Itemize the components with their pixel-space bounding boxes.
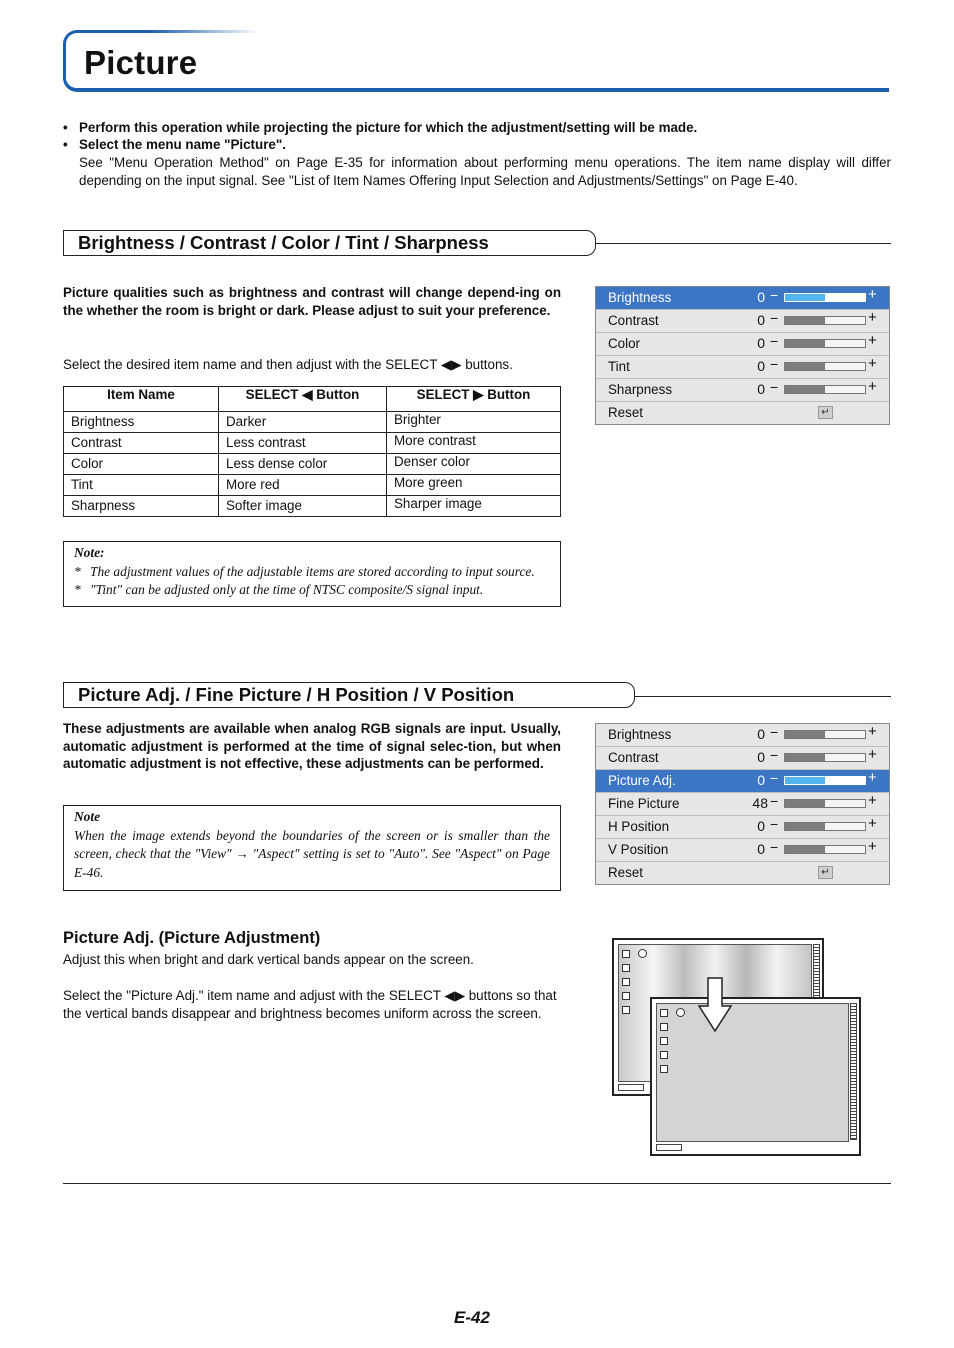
document-icon	[660, 1037, 668, 1045]
menu-row-label: Brightness	[608, 727, 672, 742]
section1-lead: Picture qualities such as brightness and contrast will change depend-ing on the whether the room is bright or dark. Please adjust to suit your preference.	[63, 285, 561, 318]
plus-sign: +	[868, 355, 877, 372]
menu-row-label: Fine Picture	[608, 796, 680, 811]
document-icon	[622, 978, 630, 986]
level-fill	[785, 363, 825, 370]
table-row	[64, 475, 561, 496]
table-cell: Sharpness	[64, 496, 219, 517]
level-bar[interactable]	[784, 822, 866, 831]
intro-bullet-2	[63, 136, 909, 154]
table-cell: Darker	[219, 412, 387, 433]
table-header-row	[64, 387, 561, 412]
level-bar[interactable]	[784, 776, 866, 785]
window-icon	[660, 1009, 668, 1017]
minus-sign: −	[770, 379, 779, 395]
plus-sign: +	[868, 332, 877, 349]
menu-row-label: Reset	[608, 865, 643, 880]
enter-icon[interactable]: ↵	[818, 866, 833, 879]
minus-sign: −	[770, 839, 779, 855]
menu-row-value: 0	[757, 749, 765, 765]
menu-row-value: 0	[757, 289, 765, 305]
menu-row-brightness[interactable]	[596, 724, 889, 747]
section-heading-2: Picture Adj. / Fine Picture / H Position / V Position	[63, 682, 635, 708]
table-cell: Less contrast	[219, 433, 387, 454]
circle-icon	[638, 949, 647, 958]
note-title: Note	[74, 809, 101, 824]
level-fill	[785, 386, 825, 393]
level-fill	[785, 823, 825, 830]
menu-row-reset[interactable]	[596, 862, 889, 885]
plus-sign: +	[868, 286, 877, 303]
window-icon	[622, 950, 630, 958]
minus-sign: −	[770, 793, 779, 809]
section-heading-1: Brightness / Contrast / Color / Tint / Sharpness	[63, 230, 596, 256]
menu-row-contrast[interactable]	[596, 310, 889, 333]
menu-row-label: H Position	[608, 819, 670, 834]
level-bar[interactable]	[784, 316, 866, 325]
table-cell: Color	[64, 454, 219, 475]
menu-row-picture-adj[interactable]	[596, 770, 889, 793]
table-cell: Contrast	[64, 433, 219, 454]
table-cell: Brighter	[387, 412, 561, 433]
level-bar[interactable]	[784, 753, 866, 762]
uniform-screen	[656, 1003, 849, 1142]
minus-sign: −	[770, 287, 779, 303]
menu-row-value: 0	[757, 381, 765, 397]
menu-row-contrast[interactable]	[596, 747, 889, 770]
minus-sign: −	[770, 356, 779, 372]
level-fill	[785, 846, 825, 853]
down-arrow-icon	[698, 976, 734, 1034]
plus-sign: +	[868, 769, 877, 786]
table-row	[64, 454, 561, 475]
note-item: * "Tint" can be adjusted only at the time of NTSC composite/S signal input.	[74, 582, 484, 597]
intro-bullet-1	[63, 119, 909, 137]
section-rule-2	[635, 696, 891, 697]
trash-icon	[660, 1065, 668, 1073]
menu-row-label: Tint	[608, 359, 630, 374]
plus-sign: +	[868, 378, 877, 395]
note-item-text: The adjustment values of the adjustable items are stored according to input source.	[90, 563, 535, 579]
table-header: SELECT ▶ Button	[387, 387, 561, 412]
menu-row-tint[interactable]	[596, 356, 889, 379]
picture-menu-2	[595, 723, 890, 885]
footer-rule	[63, 1183, 891, 1184]
menu-row-value: 0	[757, 772, 765, 788]
menu-row-label: Reset	[608, 405, 643, 420]
level-fill	[785, 754, 825, 761]
menu-row-value: 0	[757, 841, 765, 857]
table-row	[64, 412, 561, 433]
title-accent	[150, 30, 260, 33]
subsection-title: Picture Adj. (Picture Adjustment)	[63, 929, 321, 947]
copy-icon	[622, 992, 630, 1000]
plus-sign: +	[868, 746, 877, 763]
table-cell: More contrast	[387, 433, 561, 454]
table-cell: Brightness	[64, 412, 219, 433]
table-row	[64, 433, 561, 454]
picture-menu-1	[595, 286, 890, 425]
menu-row-label: Contrast	[608, 750, 659, 765]
level-fill	[785, 340, 825, 347]
menu-row-value: 0	[757, 335, 765, 351]
minus-sign: −	[770, 770, 779, 786]
level-fill	[785, 777, 825, 784]
table-row	[64, 496, 561, 517]
menu-row-v-position[interactable]	[596, 839, 889, 862]
scrollbar-vertical	[850, 1003, 857, 1140]
enter-icon[interactable]: ↵	[818, 406, 833, 419]
menu-row-value: 48	[752, 795, 768, 811]
menu-row-color[interactable]	[596, 333, 889, 356]
plus-sign: +	[868, 309, 877, 326]
note-box-2	[63, 805, 561, 891]
minus-sign: −	[770, 816, 779, 832]
table-cell: Denser color	[387, 454, 561, 475]
note-item-text: "Tint" can be adjusted only at the time of NTSC composite/S signal input.	[90, 582, 484, 597]
trash-icon	[622, 1006, 630, 1014]
table-cell: Softer image	[219, 496, 387, 517]
intro-detail: See "Menu Operation Method" on Page E-35 for information about performing menu operations. The item name display will differ depending on the input signal. See "List of Item Names Offering Input Selection and Adjustments/Settings" on Page E-40.	[79, 155, 891, 188]
table-cell: Sharper image	[387, 496, 561, 517]
table-header: Item Name	[64, 387, 219, 412]
note-item: * The adjustment values of the adjustable items are stored according to input source.	[74, 563, 535, 579]
section2-lead: These adjustments are available when analog RGB signals are input. Usually, automatic adjustment is performed at the time of signal selec-tion, but when automatic adjustment is not effective, these adjustments can be performed.	[63, 721, 561, 772]
menu-row-label: Sharpness	[608, 382, 673, 397]
menu-row-value: 0	[757, 312, 765, 328]
menu-row-label: Picture Adj.	[608, 773, 676, 788]
menu-row-label: Brightness	[608, 290, 672, 305]
menu-row-fine-picture[interactable]	[596, 793, 889, 816]
menu-row-label: Color	[608, 336, 640, 351]
level-fill	[785, 800, 825, 807]
menu-row-value: 0	[757, 358, 765, 374]
minus-sign: −	[770, 747, 779, 763]
level-bar[interactable]	[784, 293, 866, 302]
circle-icon	[676, 1008, 685, 1017]
table-cell: More red	[219, 475, 387, 496]
level-bar[interactable]	[784, 730, 866, 739]
bullet-dot: •	[63, 137, 68, 152]
note-text: When the image extends beyond the boundaries of the screen or is smaller than the screen, check that the "View" → "Aspect" setting is set to "Auto". See "Aspect" on Page E-46.	[74, 827, 550, 880]
subsection-p2: Select the "Picture Adj." item name and adjust with the SELECT ◀▶ buttons so that the vertical bands disappear and brightness becomes uniform across the screen.	[63, 988, 557, 1021]
folder-icon	[622, 964, 630, 972]
plus-sign: +	[868, 792, 877, 809]
plus-sign: +	[868, 838, 877, 855]
subsection-p1: Adjust this when bright and dark vertical bands appear on the screen.	[63, 952, 474, 967]
level-bar[interactable]	[784, 339, 866, 348]
intro-bullet-1-text: Perform this operation while projecting the picture for which the adjustment/setting will be made.	[79, 120, 698, 135]
level-fill	[785, 731, 825, 738]
level-bar[interactable]	[784, 799, 866, 808]
menu-row-reset[interactable]	[596, 402, 889, 425]
plus-sign: +	[868, 723, 877, 740]
table-cell: More green	[387, 475, 561, 496]
section1-instruction: Select the desired item name and then adjust with the SELECT ◀▶ buttons.	[63, 357, 513, 372]
level-fill	[785, 317, 825, 324]
minus-sign: −	[770, 333, 779, 349]
table-cell: Tint	[64, 475, 219, 496]
adjustment-table	[63, 386, 561, 517]
section-rule-1	[596, 243, 891, 244]
copy-icon	[660, 1051, 668, 1059]
scrollbar-horizontal	[656, 1144, 682, 1151]
level-bar[interactable]	[784, 385, 866, 394]
menu-row-sharpness[interactable]	[596, 379, 889, 402]
screen-after-illustration	[650, 997, 861, 1156]
note-title: Note:	[74, 545, 105, 560]
folder-icon	[660, 1023, 668, 1031]
level-bar[interactable]	[784, 845, 866, 854]
level-fill	[785, 294, 825, 301]
level-bar[interactable]	[784, 362, 866, 371]
minus-sign: −	[770, 724, 779, 740]
menu-row-value: 0	[757, 818, 765, 834]
menu-row-h-position[interactable]	[596, 816, 889, 839]
table-header: SELECT ◀ Button	[219, 387, 387, 412]
plus-sign: +	[868, 815, 877, 832]
table-cell: Less dense color	[219, 454, 387, 475]
title-frame-mask	[230, 28, 910, 36]
menu-row-brightness[interactable]	[596, 287, 889, 310]
menu-row-value: 0	[757, 726, 765, 742]
menu-row-label: Contrast	[608, 313, 659, 328]
bullet-dot: •	[63, 120, 68, 135]
page-title: Picture	[84, 44, 198, 81]
scrollbar-horizontal	[618, 1084, 644, 1091]
page-number: E-42	[454, 1308, 490, 1327]
minus-sign: −	[770, 310, 779, 326]
note-box-1	[63, 541, 561, 607]
intro-bullet-2-text: Select the menu name "Picture".	[79, 137, 286, 152]
menu-row-label: V Position	[608, 842, 669, 857]
